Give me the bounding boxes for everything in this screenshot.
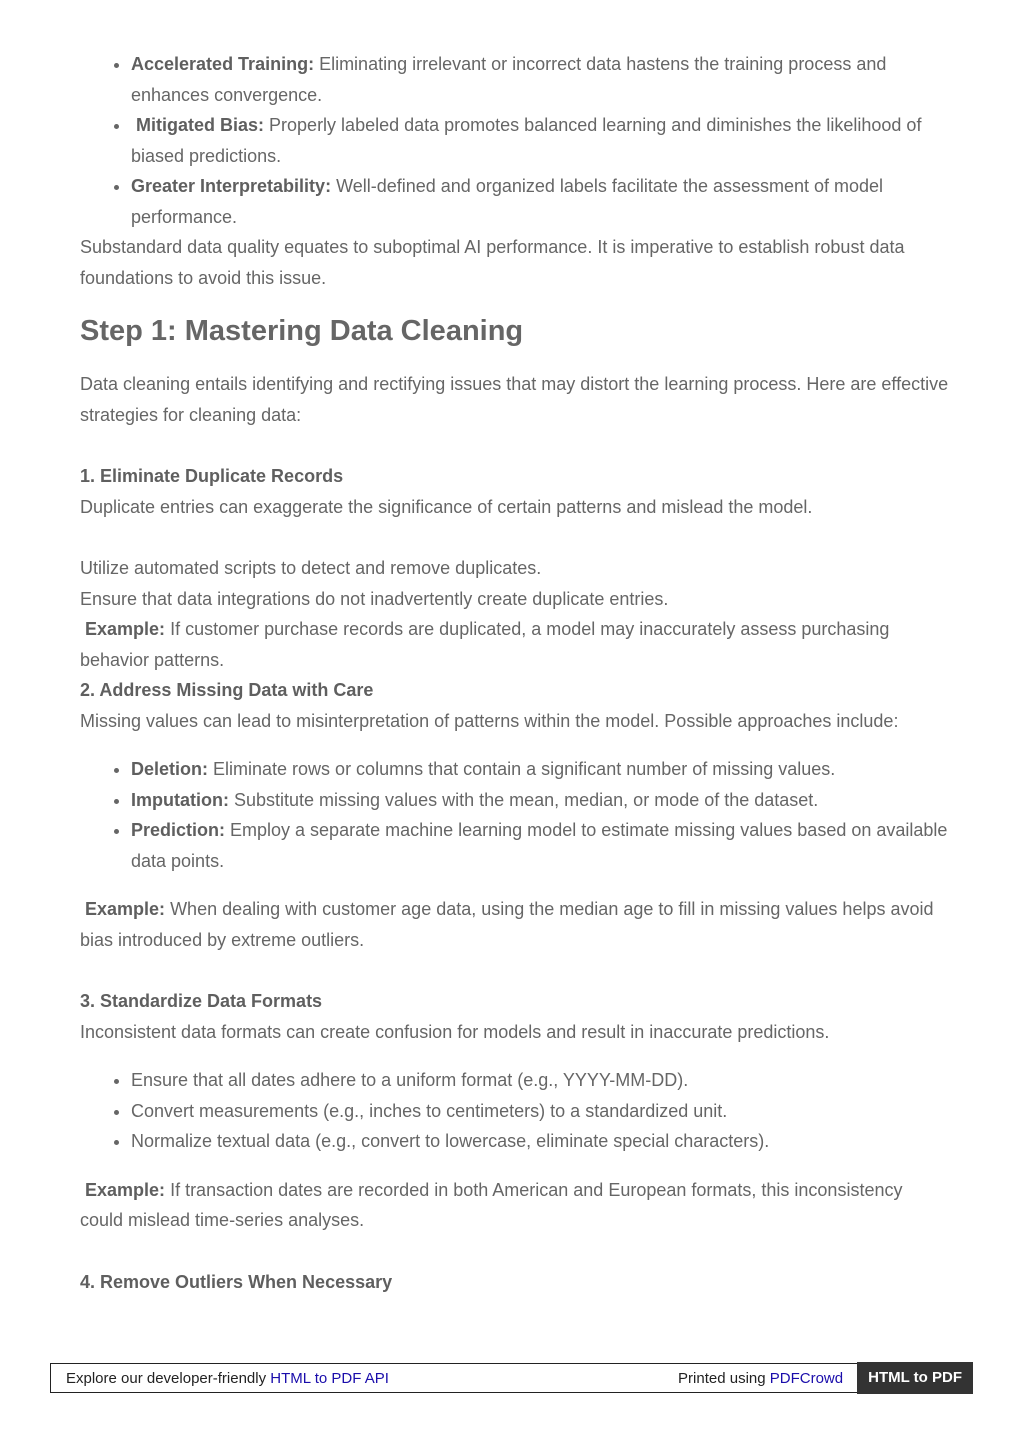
pdfcrowd-link[interactable]: PDFCrowd [769,1369,844,1387]
formats-list [80,1065,950,1157]
list-item: • Normalize textual data (e.g., convert to lowercase, eliminate special characters). [131,1126,950,1157]
duplicates-line-1: Utilize automated scripts to detect and remove duplicates. [80,558,542,578]
step1-heading: Step 1: Mastering Data Cleaning [80,315,524,347]
duplicates-text: Duplicate entries can exaggerate the significance of certain patterns and mislead the model. [80,496,813,517]
benefits-list [80,49,950,232]
duplicates-line-2: Ensure that data integrations do not inadvertently create duplicate entries. [80,588,669,609]
list-item: • Ensure that all dates adhere to a uniform format (e.g., YYYY-MM-DD). [131,1065,950,1096]
list-item: • Accelerated Training: Eliminating irrelevant or incorrect data hastens the training process and enhances convergence. [131,49,950,110]
formats-heading: 3. Standardize Data Formats [80,991,323,1011]
list-item: • Greater Interpretability: Well-defined and organized labels facilitate the assessment of model performance. [131,171,950,232]
list-item: • Prediction: Employ a separate machine learning model to estimate missing values based on available data points. [131,815,950,876]
list-item: • Mitigated Bias: Properly labeled data promotes balanced learning and diminishes the likelihood of biased predictions. [131,110,950,171]
formats-text: Inconsistent data formats can create confusion for models and result in inaccurate predictions. [80,1021,830,1042]
duplicates-heading: 1. Eliminate Duplicate Records [80,466,344,486]
duplicates-example: Example: If customer purchase records are duplicated, a model may inaccurately assess purchasing behavior patterns. [80,619,890,670]
summary-paragraph: Substandard data quality equates to suboptimal AI performance. It is imperative to establish robust data foundations to avoid this issue. [80,237,905,288]
missing-example: Example: When dealing with customer age data, using the median age to fill in missing values helps avoid bias introduced by extreme outliers. [80,899,934,950]
missing-heading: 2. Address Missing Data with Care [80,680,374,700]
list-item: • Deletion: Eliminate rows or columns that contain a significant number of missing values. [131,754,950,785]
outliers-heading: 4. Remove Outliers When Necessary [80,1271,393,1292]
missing-text: Missing values can lead to misinterpretation of patterns within the model. Possible approaches include: [80,710,899,731]
pdf-footer-bar [50,1363,973,1393]
html-to-pdf-api-link[interactable]: HTML to PDF API [270,1369,389,1387]
list-item: • Imputation: Substitute missing values with the mean, median, or mode of the dataset. [131,785,950,816]
html-to-pdf-badge[interactable]: HTML to PDF [857,1362,973,1394]
footer-promo: Explore our developer-friendly HTML to PDF API [66,1369,389,1387]
formats-example: Example: If transaction dates are recorded in both American and European formats, this inconsistency could mislead time-series analyses. [80,1179,903,1230]
document-body [80,49,950,1297]
missing-approaches-list [80,754,950,876]
footer-printed-using: Printed using PDFCrowd [678,1369,844,1387]
list-item: • Convert measurements (e.g., inches to centimeters) to a standardized unit. [131,1096,950,1127]
step1-intro: Data cleaning entails identifying and rectifying issues that may distort the learning process. Here are effective strategies for cleaning data: [80,374,949,425]
